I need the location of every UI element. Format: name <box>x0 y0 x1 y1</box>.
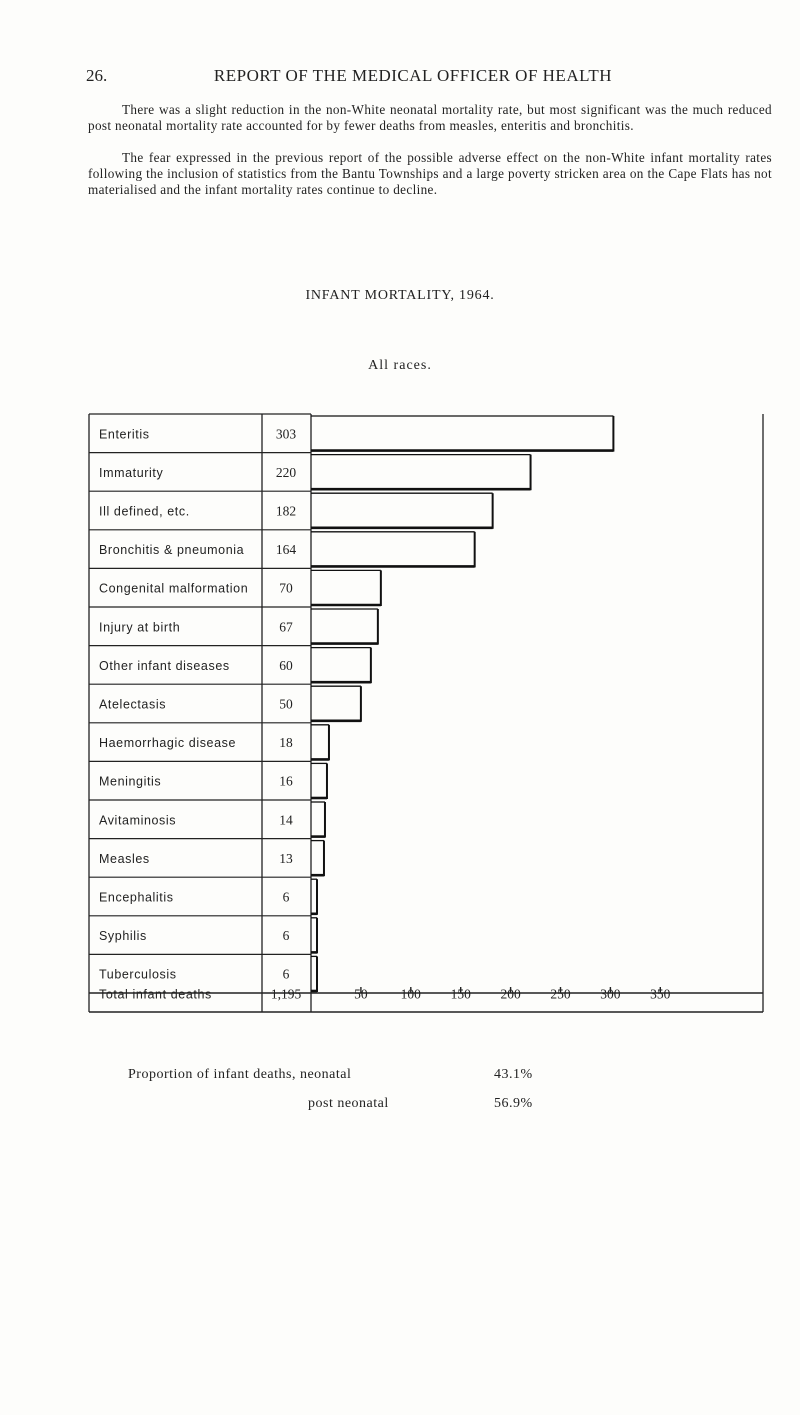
summary-neonatal-value: 43.1% <box>494 1067 533 1082</box>
value-label: 14 <box>279 812 293 828</box>
value-label: 182 <box>275 503 297 519</box>
value-label: 70 <box>279 580 293 596</box>
category-label: Syphilis <box>99 929 147 944</box>
bar <box>311 532 475 568</box>
body-paragraph-2: The fear expressed in the previous report of the possible adverse effect on the non-White infant mortality rates following the inclusion of statistics from the Bantu Townships and a large poverty stricken area on the Cape Flats has not materialised and the infant mortality rates continue to decline. <box>88 150 772 197</box>
value-label: 6 <box>282 966 290 982</box>
value-label: 6 <box>282 928 290 944</box>
total-label: Total infant deaths <box>99 987 212 1002</box>
bar <box>311 570 381 606</box>
value-label: 220 <box>275 464 297 480</box>
bar <box>311 802 325 838</box>
category-label: Atelectasis <box>99 697 167 712</box>
value-label: 13 <box>279 850 293 866</box>
value-label: 67 <box>279 619 293 635</box>
summary-post-neonatal-value: 56.9% <box>494 1096 533 1111</box>
bar <box>311 879 317 915</box>
x-tick-label: 200 <box>500 986 521 1002</box>
bar <box>311 493 493 529</box>
category-label: Enteritis <box>99 427 150 442</box>
category-label: Other infant diseases <box>99 658 230 673</box>
category-label: Immaturity <box>99 465 164 480</box>
value-label: 50 <box>279 696 293 712</box>
bar <box>311 648 371 684</box>
value-label: 303 <box>275 426 297 442</box>
bar <box>311 609 378 645</box>
bar <box>311 841 324 877</box>
value-label: 164 <box>275 542 297 558</box>
value-label: 6 <box>282 889 290 905</box>
summary-post-neonatal-label: post neonatal <box>308 1096 389 1111</box>
page-title: REPORT OF THE MEDICAL OFFICER OF HEALTH <box>213 66 613 85</box>
category-label: Encephalitis <box>99 890 174 905</box>
x-tick-label: 50 <box>354 986 368 1002</box>
chart-title: INFANT MORTALITY, 1964. <box>305 288 495 303</box>
category-label: Measles <box>99 851 150 866</box>
x-tick-label: 350 <box>650 986 671 1002</box>
category-label: Meningitis <box>99 774 162 789</box>
value-label: 60 <box>279 657 293 673</box>
category-label: Avitaminosis <box>99 813 177 828</box>
category-label: Congenital malformation <box>99 581 249 596</box>
bar <box>311 956 317 992</box>
value-label: 18 <box>279 735 293 751</box>
bar <box>311 763 327 799</box>
category-label: Ill defined, etc. <box>99 504 190 519</box>
value-label: 16 <box>279 773 293 789</box>
page-number: 26. <box>86 66 108 85</box>
x-tick-label: 250 <box>550 986 571 1002</box>
summary-neonatal-label: Proportion of infant deaths, neonatal <box>128 1067 352 1082</box>
chart-subtitle: All races. <box>368 358 432 373</box>
total-value: 1,195 <box>270 986 302 1002</box>
bar <box>311 455 531 491</box>
bar <box>311 686 361 722</box>
x-tick-label: 150 <box>450 986 471 1002</box>
category-label: Tuberculosis <box>99 967 177 982</box>
body-paragraph-1: There was a slight reduction in the non-White neonatal mortality rate, but most significant was the much reduced post neonatal mortality rate accounted for by fewer deaths from measles, enteritis and bronchitis. <box>88 102 772 133</box>
x-tick-label: 300 <box>600 986 621 1002</box>
bar <box>311 918 317 954</box>
category-label: Injury at birth <box>99 620 181 635</box>
bar <box>311 725 329 761</box>
category-label: Bronchitis & pneumonia <box>99 543 245 558</box>
category-label: Haemorrhagic disease <box>99 736 237 751</box>
x-tick-label: 100 <box>400 986 421 1002</box>
bar <box>311 416 613 452</box>
